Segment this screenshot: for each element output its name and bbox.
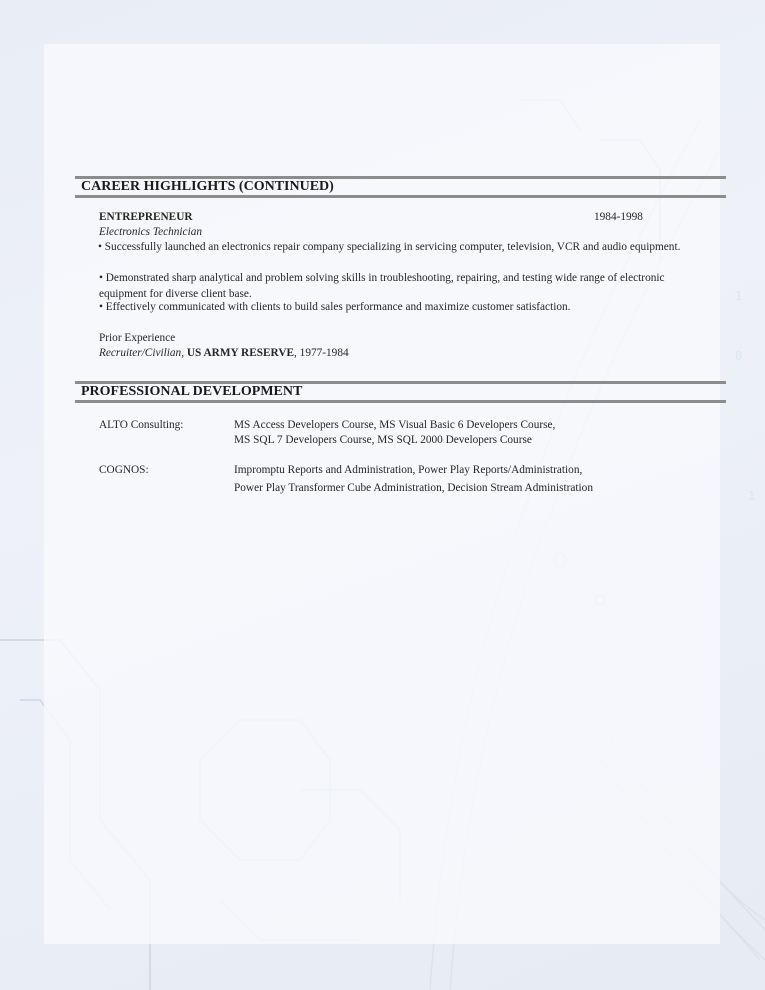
professional-development-heading: PROFESSIONAL DEVELOPMENT xyxy=(75,381,726,403)
career-highlights-heading: CAREER HIGHLIGHTS (CONTINUED) xyxy=(75,176,726,198)
job-role: ENTREPRENEUR xyxy=(99,211,193,223)
career-bullet-2 xyxy=(99,271,699,302)
svg-text:0: 0 xyxy=(735,349,743,363)
dev-org-alto: ALTO Consulting: xyxy=(99,419,184,431)
job-years: 1984-1998 xyxy=(594,211,643,223)
prior-experience-line xyxy=(99,346,349,362)
prior-org: US ARMY RESERVE xyxy=(186,347,295,359)
dev-org-cognos: COGNOS: xyxy=(99,464,149,476)
svg-text:1: 1 xyxy=(735,289,743,303)
prior-years: , 1977-1984 xyxy=(294,347,349,359)
prior-experience-label: Prior Experience xyxy=(99,332,176,344)
career-bullet-3: • Effectively communicated with clients to build sales performance and maximize customer satisfaction. xyxy=(99,301,571,313)
dev-courses-cognos-line1: Impromptu Reports and Administration, Power Play Reports/Administration, xyxy=(234,464,583,476)
career-bullet-2-text: • Demonstrated sharp analytical and problem solving skills in troubleshooting, repairing, and testing wide range of electronic equipment for diverse client base. xyxy=(99,272,665,300)
dev-courses-cognos-line2: Power Play Transformer Cube Administration, Decision Stream Administration xyxy=(234,482,593,494)
dev-courses-alto-line2: MS SQL 7 Developers Course, MS SQL 2000 Developers Course xyxy=(234,434,532,446)
job-subtitle: Electronics Technician xyxy=(99,226,203,238)
career-bullet-1-text: • Successfully launched an electronics repair company specializing in servicing computer, television, VCR and audio equipment. xyxy=(98,241,681,253)
dev-courses-alto-line1: MS Access Developers Course, MS Visual Basic 6 Developers Course, xyxy=(234,419,556,431)
svg-text:1: 1 xyxy=(748,489,756,503)
career-bullet-1 xyxy=(98,240,698,256)
prior-role: Recruiter/Civilian, xyxy=(99,347,185,359)
